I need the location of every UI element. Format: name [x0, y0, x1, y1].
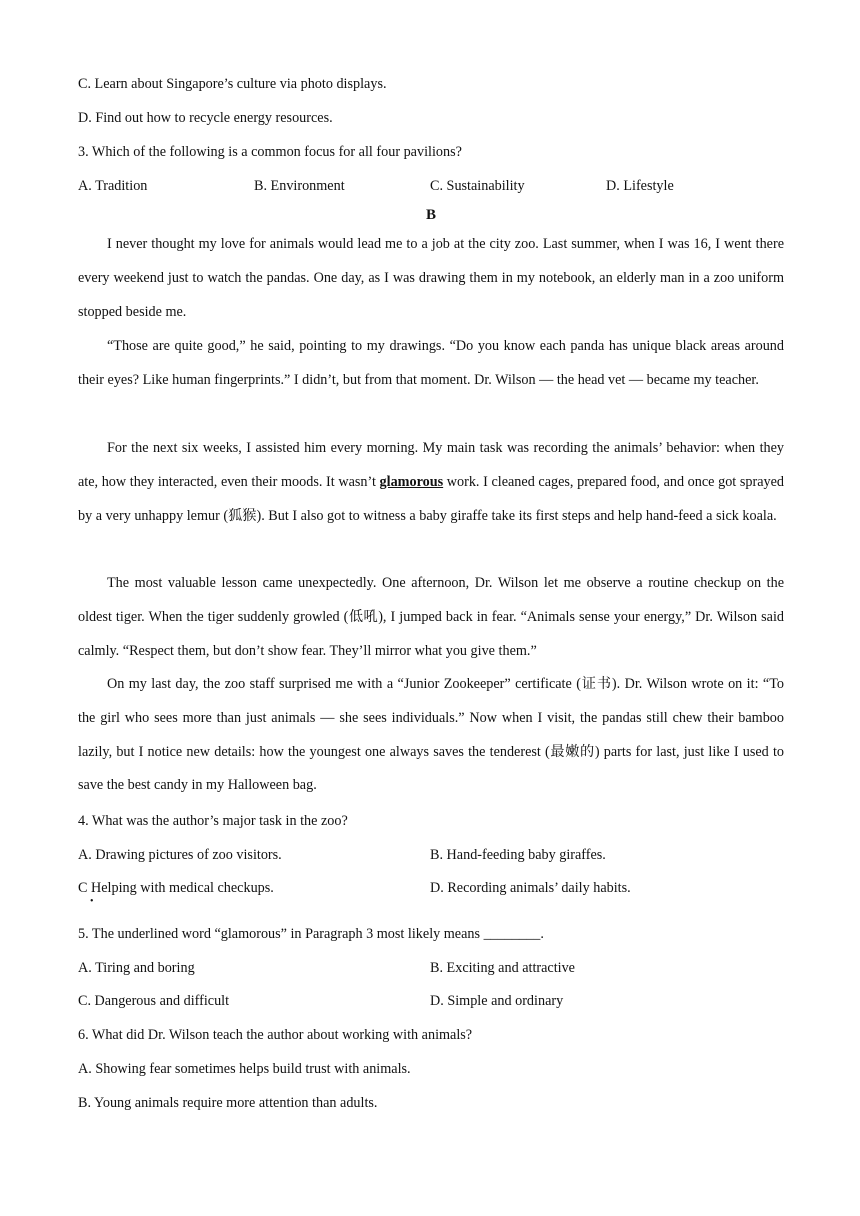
- q5-stem: 5. The underlined word “glamorous” in Paragraph 3 most likely means ________.: [78, 926, 544, 942]
- p3-text-after: work. I cleaned cages, prepared food, and once got sprayed by a very unhappy lemur (狐猴). But I also got to witness a baby giraffe take its first steps and help hand-feed a sick koala.: [78, 473, 784, 524]
- passage-paragraph-2: “Those are quite good,” he said, pointing to my drawings. “Do you know each panda has unique black areas around their eyes? Like human fingerprints.” I didn’t, but from that moment. Dr. Wilson — the head vet — became my teacher.: [78, 338, 784, 388]
- p3-text-before: For the next six weeks, I assisted him every morning. My main task was recording the animals’ behavior: when they ate, how they interacted, even their moods. It wasn’t: [78, 440, 784, 490]
- q5-option-d: D. Simple and ordinary: [430, 993, 564, 1009]
- q4-option-b: B. Hand-feeding baby giraffes.: [430, 847, 606, 863]
- q6-stem: 6. What did Dr. Wilson teach the author about working with animals?: [78, 1027, 473, 1043]
- q2-option-c: C. Learn about Singapore’s culture via photo displays.: [78, 76, 387, 92]
- q4-option-c: C Helping with medical checkups.: [78, 880, 274, 896]
- passage-paragraph-1: I never thought my love for animals would lead me to a job at the city zoo. Last summer, when I was 16, I went there every weekend just to watch the pandas. One day, as I was drawing them in my notebook, an elderly man in a zoo uniform stopped beside me.: [78, 236, 784, 320]
- q3-stem: 3. Which of the following is a common focus for all four pavilions?: [78, 144, 462, 160]
- passage-paragraph-3: [78, 432, 784, 533]
- q4-stem: 4. What was the author’s major task in the zoo?: [78, 813, 348, 829]
- q3-option-c: C. Sustainability: [430, 178, 525, 194]
- q5-option-a: A. Tiring and boring: [78, 960, 195, 976]
- q5-option-c: C. Dangerous and difficult: [78, 993, 230, 1009]
- underlined-word: glamorous: [379, 473, 444, 490]
- section-b-title: B: [425, 207, 436, 223]
- q6-option-a: A. Showing fear sometimes helps build trust with animals.: [78, 1061, 411, 1077]
- passage-paragraph-4: The most valuable lesson came unexpectedly. One afternoon, Dr. Wilson let me observe a routine checkup on the oldest tiger. When the tiger suddenly growled (低吼), I jumped back in fear. “Animals sense your energy,” Dr. Wilson said calmly. “Respect them, but don’t show fear. They’ll mirror what you give them.”: [78, 575, 784, 659]
- q2-option-d: D. Find out how to recycle energy resources.: [78, 110, 333, 126]
- q4-option-d: D. Recording animals’ daily habits.: [430, 880, 631, 896]
- q4-option-a: A. Drawing pictures of zoo visitors.: [78, 847, 282, 863]
- q6-option-b: B. Young animals require more attention than adults.: [78, 1095, 378, 1111]
- q3-option-d: D. Lifestyle: [606, 178, 674, 194]
- q3-option-a: A. Tradition: [78, 178, 148, 194]
- q3-option-b: B. Environment: [254, 178, 345, 194]
- q5-option-b: B. Exciting and attractive: [430, 960, 575, 976]
- stray-dot-mark: •: [90, 896, 94, 907]
- passage-paragraph-5: On my last day, the zoo staff surprised me with a “Junior Zookeeper” certificate (证书). Dr. Wilson wrote on it: “To the girl who sees more than just animals — she sees individuals.” Now when I visit, the pandas still chew their bamboo lazily, but I notice new details: how the youngest one always saves the tenderest (最嫩的) parts for last, just like I used to save the best candy in my Halloween bag.: [78, 676, 784, 794]
